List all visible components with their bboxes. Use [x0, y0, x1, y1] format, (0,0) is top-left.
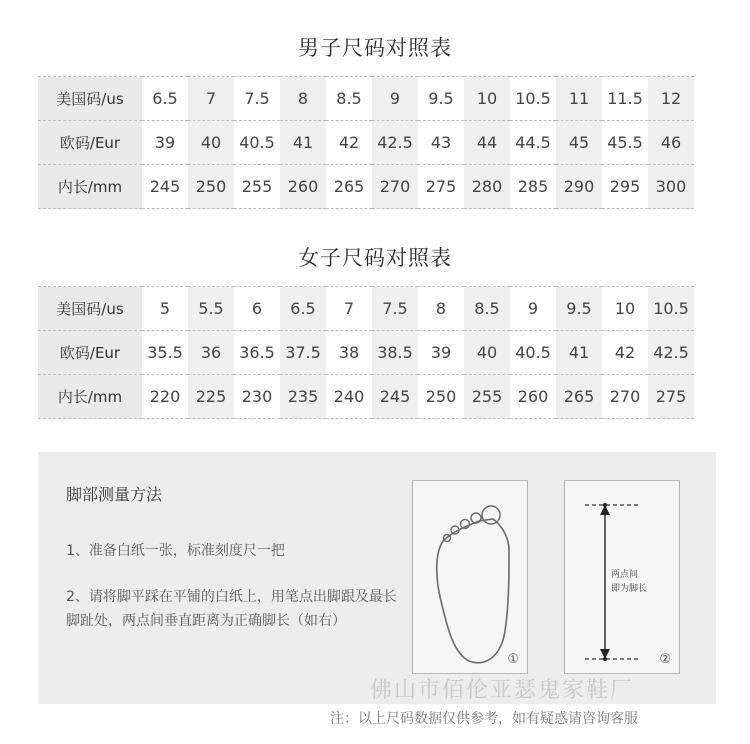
size-cell: 9.5	[418, 77, 464, 121]
size-cell: 10	[464, 77, 510, 121]
size-cell: 42.5	[372, 121, 418, 165]
size-cell: 275	[418, 165, 464, 209]
size-cell: 35.5	[142, 331, 188, 375]
size-cell: 230	[234, 375, 280, 419]
size-cell: 6	[234, 287, 280, 331]
size-cell: 8	[280, 77, 326, 121]
size-cell: 265	[556, 375, 602, 419]
size-cell: 280	[464, 165, 510, 209]
size-cell: 250	[188, 165, 234, 209]
size-cell: 36	[188, 331, 234, 375]
size-cell: 40	[464, 331, 510, 375]
size-cell: 255	[464, 375, 510, 419]
foot-diagram-box	[412, 480, 528, 674]
size-cell: 7.5	[372, 287, 418, 331]
size-cell: 5	[142, 287, 188, 331]
size-cell: 265	[326, 165, 372, 209]
size-cell: 10.5	[510, 77, 556, 121]
row-header: 美国码/us	[38, 77, 142, 121]
size-cell: 295	[602, 165, 648, 209]
size-cell: 40	[188, 121, 234, 165]
size-cell: 290	[556, 165, 602, 209]
size-row	[38, 165, 694, 209]
size-cell: 9	[372, 77, 418, 121]
size-cell: 8	[418, 287, 464, 331]
size-cell: 41	[280, 121, 326, 165]
size-cell: 240	[326, 375, 372, 419]
size-cell: 270	[602, 375, 648, 419]
men-size-title: 男子尺码对照表	[298, 36, 452, 60]
size-cell: 8.5	[326, 77, 372, 121]
foot-outline-icon	[413, 481, 527, 673]
size-cell: 12	[648, 77, 694, 121]
size-cell: 40.5	[234, 121, 280, 165]
size-cell: 275	[648, 375, 694, 419]
diagram-number-1: ①	[507, 652, 519, 667]
size-cell: 42.5	[648, 331, 694, 375]
size-cell: 245	[372, 375, 418, 419]
row-header: 内长/mm	[38, 165, 142, 209]
row-header: 美国码/us	[38, 287, 142, 331]
size-cell: 38	[326, 331, 372, 375]
size-cell: 7	[188, 77, 234, 121]
size-row	[38, 121, 694, 165]
size-cell: 7	[326, 287, 372, 331]
size-cell: 42	[326, 121, 372, 165]
size-cell: 39	[418, 331, 464, 375]
size-cell: 44.5	[510, 121, 556, 165]
measurement-panel	[38, 452, 716, 704]
size-cell: 9.5	[556, 287, 602, 331]
size-row	[38, 287, 694, 331]
diagram-label-line1: 两点间	[611, 570, 639, 580]
size-cell: 42	[602, 331, 648, 375]
size-cell: 245	[142, 165, 188, 209]
size-cell: 10.5	[648, 287, 694, 331]
size-row	[38, 331, 694, 375]
size-cell: 8.5	[464, 287, 510, 331]
size-cell: 285	[510, 165, 556, 209]
size-cell: 37.5	[280, 331, 326, 375]
size-cell: 39	[142, 121, 188, 165]
measurement-step-1: 1、准备白纸一张，标准刻度尺一把	[66, 543, 285, 559]
size-cell: 10	[602, 287, 648, 331]
size-cell: 38.5	[372, 331, 418, 375]
row-header: 欧码/Eur	[38, 121, 142, 165]
size-cell: 255	[234, 165, 280, 209]
women-size-title: 女子尺码对照表	[298, 246, 452, 270]
size-cell: 260	[280, 165, 326, 209]
size-row	[38, 375, 694, 419]
size-cell: 45	[556, 121, 602, 165]
measurement-step-2: 2、请将脚平踩在平铺的白纸上，用笔点出脚跟及最长脚趾处，两点间垂直距离为正确脚长（如右）	[66, 589, 397, 629]
size-cell: 11	[556, 77, 602, 121]
size-cell: 235	[280, 375, 326, 419]
footnote: 注：以上尺码数据仅供参考，如有疑惑请咨询客服	[330, 711, 638, 727]
size-cell: 43	[418, 121, 464, 165]
size-cell: 220	[142, 375, 188, 419]
size-cell: 250	[418, 375, 464, 419]
size-cell: 300	[648, 165, 694, 209]
size-cell: 44	[464, 121, 510, 165]
size-cell: 11.5	[602, 77, 648, 121]
diagram-label-line2: 即为脚长	[611, 584, 648, 594]
size-cell: 270	[372, 165, 418, 209]
size-cell: 9	[510, 287, 556, 331]
size-cell: 46	[648, 121, 694, 165]
women-size-table	[38, 286, 694, 419]
size-cell: 225	[188, 375, 234, 419]
size-cell: 36.5	[234, 331, 280, 375]
size-cell: 7.5	[234, 77, 280, 121]
size-cell: 40.5	[510, 331, 556, 375]
size-cell: 45.5	[602, 121, 648, 165]
measure-diagram-box	[564, 480, 680, 674]
diagram-number-2: ②	[659, 652, 671, 667]
row-header: 欧码/Eur	[38, 331, 142, 375]
size-cell: 6.5	[280, 287, 326, 331]
watermark-text: 佛山市佰伦亚瑟鬼家鞋厂	[370, 678, 635, 703]
size-cell: 6.5	[142, 77, 188, 121]
size-row	[38, 77, 694, 121]
men-size-table	[38, 76, 694, 209]
size-cell: 260	[510, 375, 556, 419]
size-cell: 41	[556, 331, 602, 375]
measurement-title: 脚部测量方法	[66, 485, 163, 504]
size-cell: 5.5	[188, 287, 234, 331]
row-header: 内长/mm	[38, 375, 142, 419]
